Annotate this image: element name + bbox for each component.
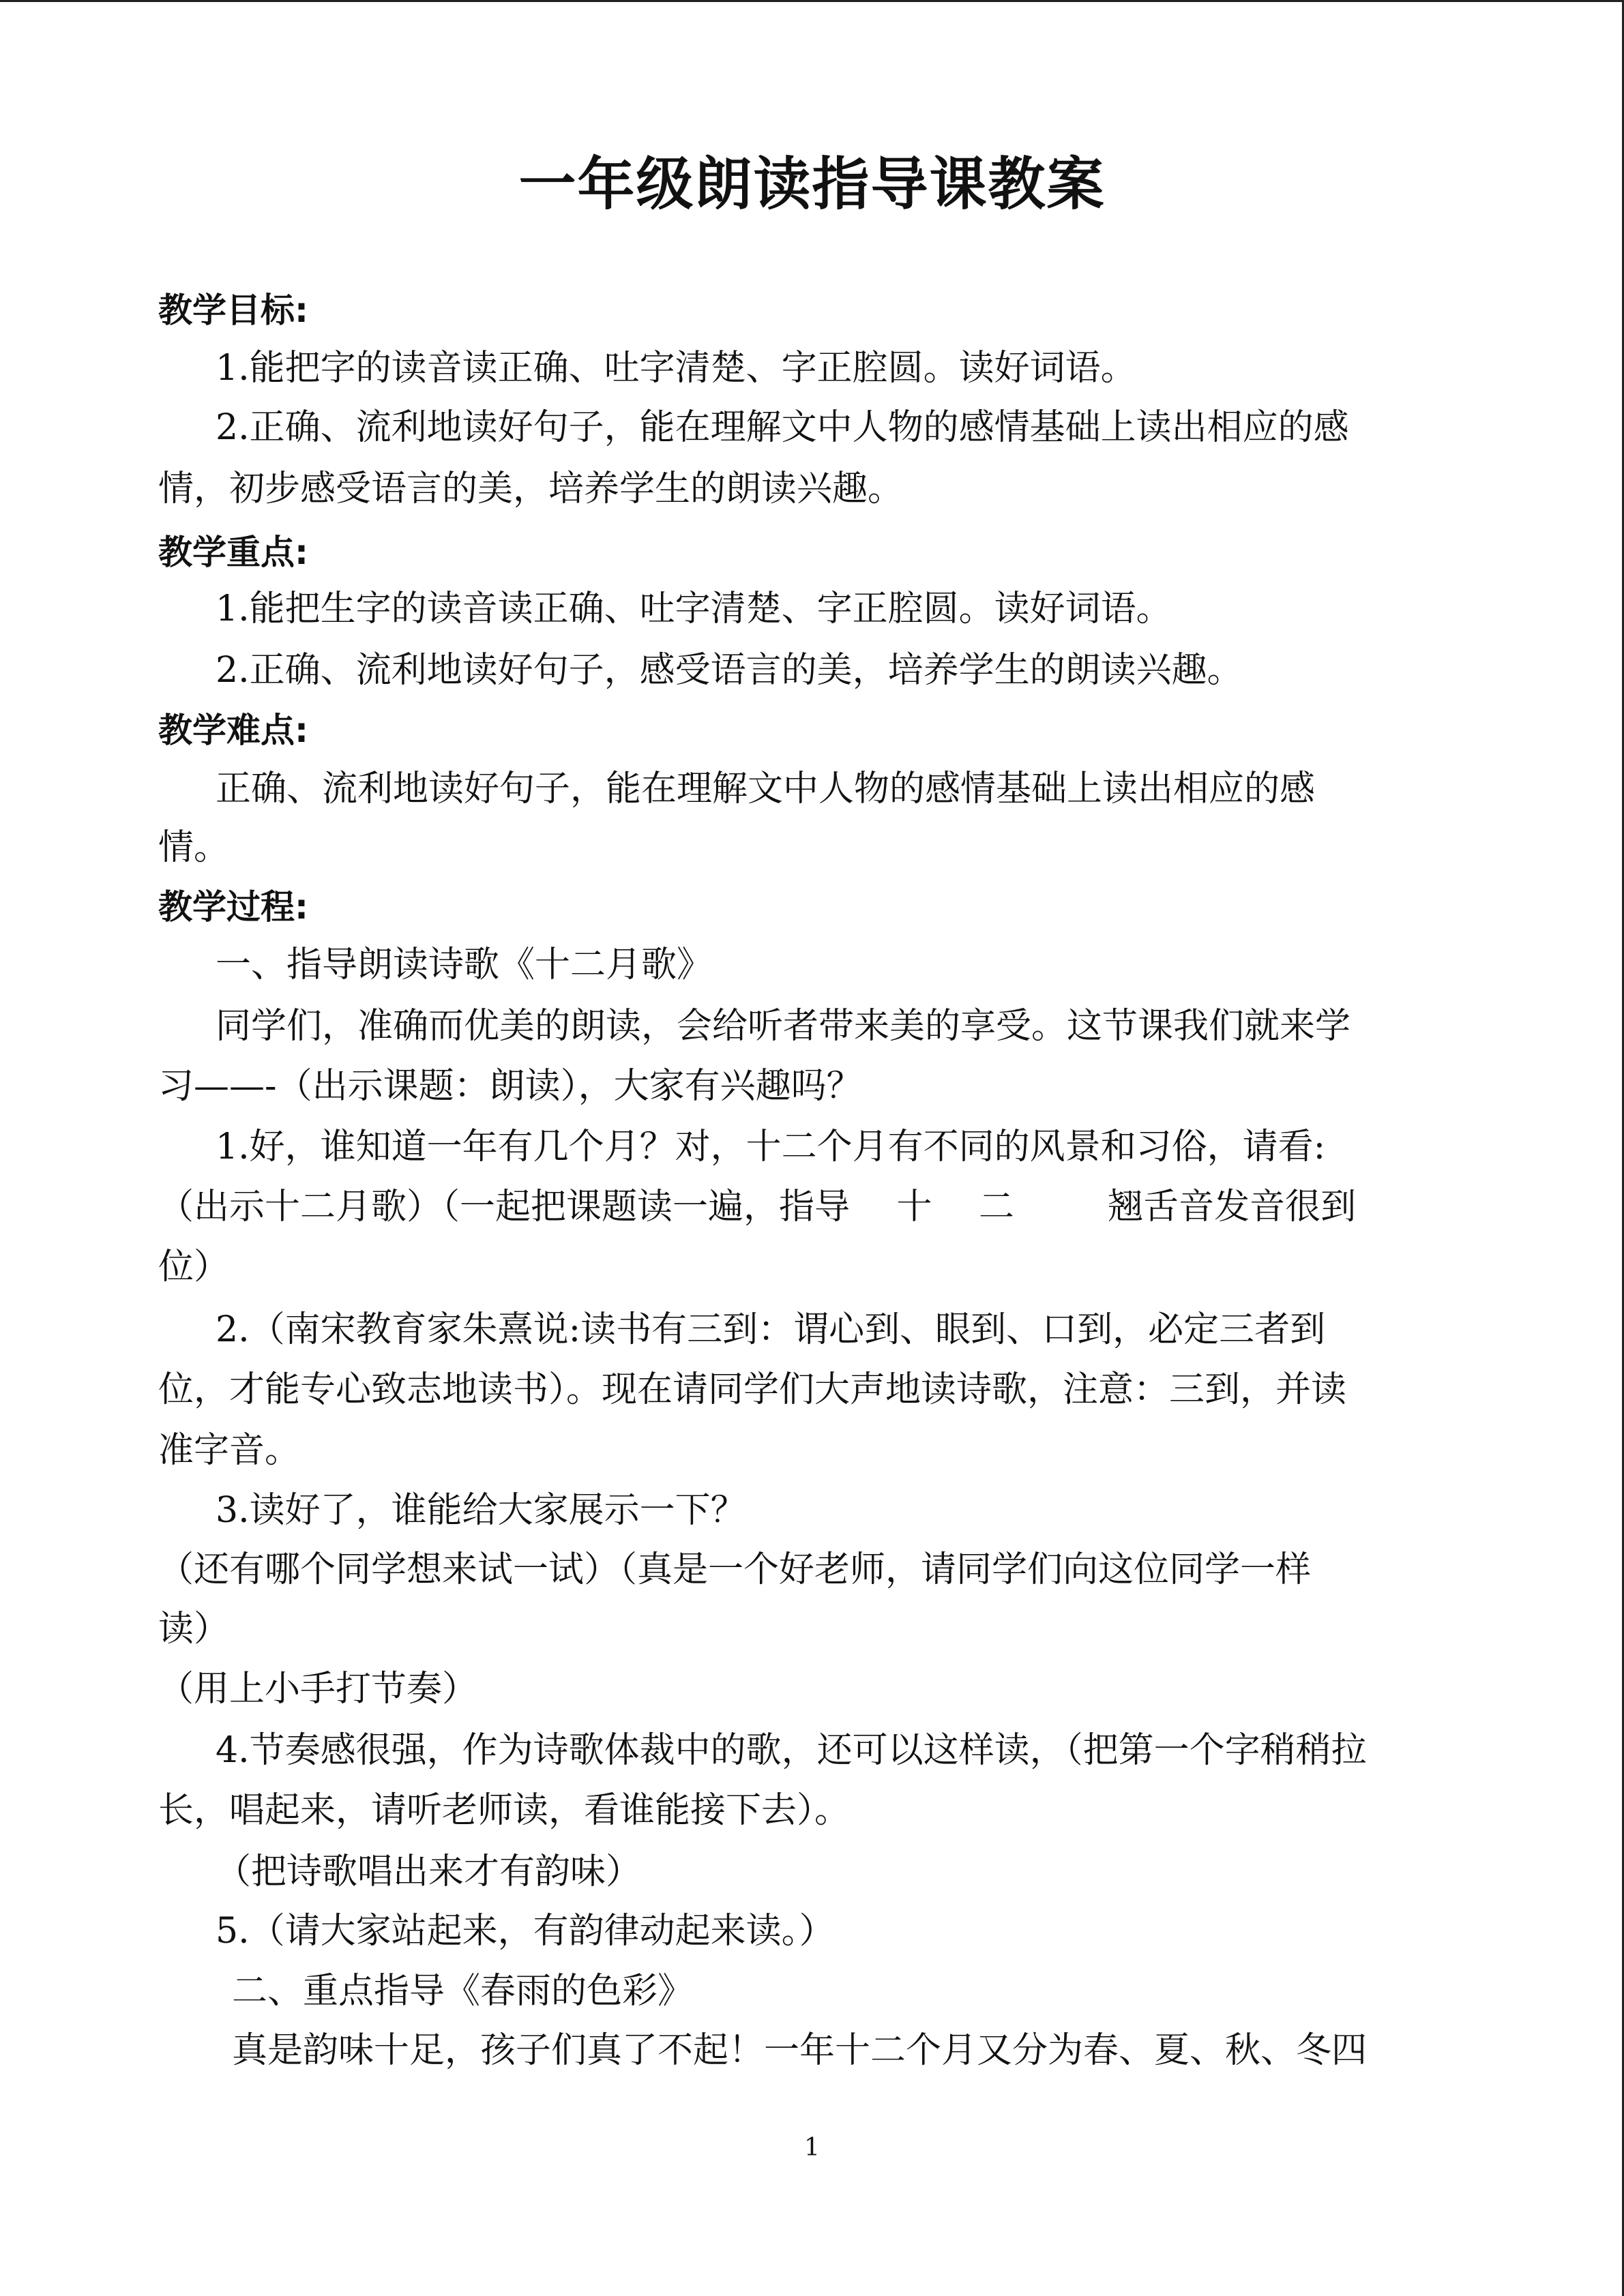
paragraph-line: 4.节奏感很强，作为诗歌体裁中的歌，还可以这样读，（把第一个字稍稍拉: [216, 1730, 1367, 1771]
paragraph-line: 位）: [158, 1247, 230, 1287]
paragraph-line: 情，初步感受语言的美，培养学生的朗读兴趣。: [158, 468, 904, 509]
paragraph-line: （把诗歌唱出来才有韵味）: [216, 1851, 642, 1892]
paragraph-line: 长，唱起来，请听老师读，看谁能接下去）。: [158, 1790, 851, 1831]
heading-teaching-process: 教学过程:: [158, 887, 308, 927]
paragraph-line: 正确、流利地读好句子，能在理解文中人物的感情基础上读出相应的感: [216, 769, 1316, 809]
paragraph-line: 1.能把字的读音读正确、吐字清楚、字正腔圆。读好词语。: [216, 348, 1136, 389]
paragraph-line: 2.正确、流利地读好句子，能在理解文中人物的感情基础上读出相应的感: [216, 407, 1349, 448]
heading-teaching-focus: 教学重点:: [158, 533, 308, 572]
page-border-top: [0, 0, 1624, 2]
paragraph-line: （还有哪个同学想来试一试）（真是一个好老师，请同学们向这位同学一样: [158, 1549, 1312, 1590]
section-heading: 二、重点指导《春雨的色彩》: [232, 1971, 694, 2012]
paragraph-line: 1.能把生字的读音读正确、吐字清楚、字正腔圆。读好词语。: [216, 588, 1172, 629]
paragraph-line: 真是韵味十足，孩子们真了不起！一年十二个月又分为春、夏、秋、冬四: [232, 2030, 1368, 2071]
paragraph-line: 5.（请大家站起来，有韵律动起来读。）: [216, 1911, 835, 1952]
paragraph-line: 读）: [158, 1609, 230, 1650]
paragraph-line: 准字音。: [158, 1430, 301, 1471]
heading-teaching-goals: 教学目标:: [158, 290, 308, 330]
paragraph-line: 1.好，谁知道一年有几个月？对，十二个月有不同的风景和习俗，请看:: [216, 1127, 1326, 1167]
paragraph-line: 同学们，准确而优美的朗读，会给听者带来美的享受。这节课我们就来学: [216, 1006, 1351, 1047]
page-number: 1: [804, 2134, 820, 2162]
paragraph-line: 2.正确、流利地读好句子，感受语言的美，培养学生的朗读兴趣。: [216, 650, 1243, 691]
paragraph-line: 情。: [158, 827, 230, 868]
paragraph-line: （用上小手打节奏）: [158, 1669, 478, 1710]
paragraph-line: （出示十二月歌）（一起把课题读一遍，指导 十 二 翘舌音发音很到: [158, 1187, 1357, 1227]
document-title: 一年级朗读指导课教案: [518, 151, 1106, 218]
paragraph-line: 习——-（出示课题：朗读），大家有兴趣吗？: [158, 1066, 862, 1107]
paragraph-line: 3.读好了，谁能给大家展示一下？: [216, 1490, 746, 1531]
section-heading: 一、指导朗读诗歌《十二月歌》: [216, 944, 713, 985]
paragraph-line: 2.（南宋教育家朱熹说:读书有三到：谓心到、眼到、口到，必定三者到: [216, 1309, 1326, 1350]
paragraph-line: 位，才能专心致志地读书）。现在请同学们大声地读诗歌，注意：三到，并读: [158, 1369, 1347, 1410]
heading-teaching-difficulty: 教学难点:: [158, 711, 308, 750]
